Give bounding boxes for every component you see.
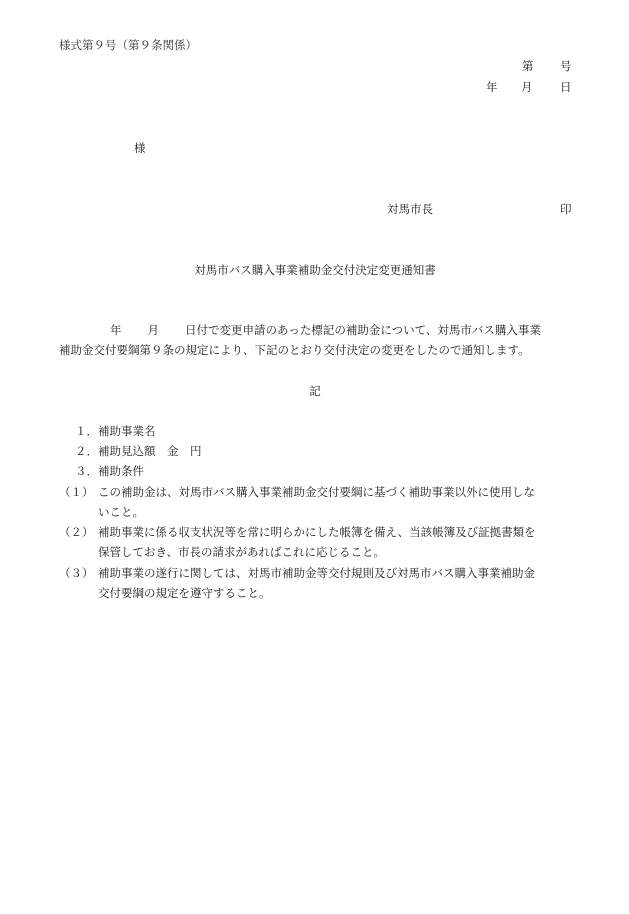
- ki-heading: 記: [309, 384, 321, 398]
- doc-number-suffix: 号: [560, 59, 572, 73]
- condition-3-continuation: 交付要綱の規定を遵守すること。: [98, 586, 271, 600]
- body-text-1: 日付で変更申請のあった標記の補助金について、対馬市バス購入事業: [185, 323, 541, 337]
- body-line-2: 補助金交付要綱第９条の規定により、下記のとおり交付決定の変更をしたので通知します。: [59, 343, 530, 357]
- condition-number: （１）: [59, 485, 94, 499]
- condition-1: [59, 484, 535, 500]
- item-number: ３．: [75, 464, 98, 478]
- item-1: [75, 423, 156, 439]
- document-title: 対馬市バス購入事業補助金交付決定変更通知書: [194, 263, 436, 277]
- condition-2: [59, 524, 536, 540]
- condition-text: 補助事業に係る収支状況等を常に明らかにした帳簿を備え、当該帳簿及び証拠書類を: [98, 525, 536, 539]
- item-2: [75, 443, 202, 459]
- condition-text: この補助金は、対馬市バス購入事業補助金交付要綱に基づく補助事業以外に使用しな: [98, 485, 535, 499]
- condition-number: （３）: [59, 566, 94, 580]
- date-year-label: 年: [486, 80, 498, 94]
- condition-3: [59, 565, 535, 581]
- seal-mark: 印: [560, 202, 572, 216]
- doc-number-label: 第: [522, 59, 534, 73]
- item-text: 補助条件: [98, 464, 144, 478]
- item-3: [75, 463, 144, 479]
- addressee-honorific: 様: [134, 141, 146, 155]
- issuer-name: 対馬市長: [387, 202, 433, 216]
- item-text: 補助事業名: [98, 424, 156, 438]
- condition-1-continuation: いこと。: [98, 505, 144, 519]
- item-number: ２．: [75, 444, 98, 458]
- body-year-label: 年: [110, 323, 122, 337]
- date-month-label: 月: [521, 80, 533, 94]
- body-line-1: [110, 322, 541, 338]
- condition-2-continuation: 保管しておき、市長の請求があればこれに応じること。: [98, 545, 386, 559]
- item-number: １．: [75, 424, 98, 438]
- form-number: 様式第９号（第９条関係）: [59, 38, 197, 52]
- condition-text: 補助事業の遂行に関しては、対馬市補助金等交付規則及び対馬市バス購入事業補助金: [98, 566, 535, 580]
- item-text: 補助見込額 金 円: [98, 444, 202, 458]
- body-month-label: 月: [147, 323, 159, 337]
- condition-number: （２）: [59, 525, 94, 539]
- date-day-label: 日: [560, 80, 572, 94]
